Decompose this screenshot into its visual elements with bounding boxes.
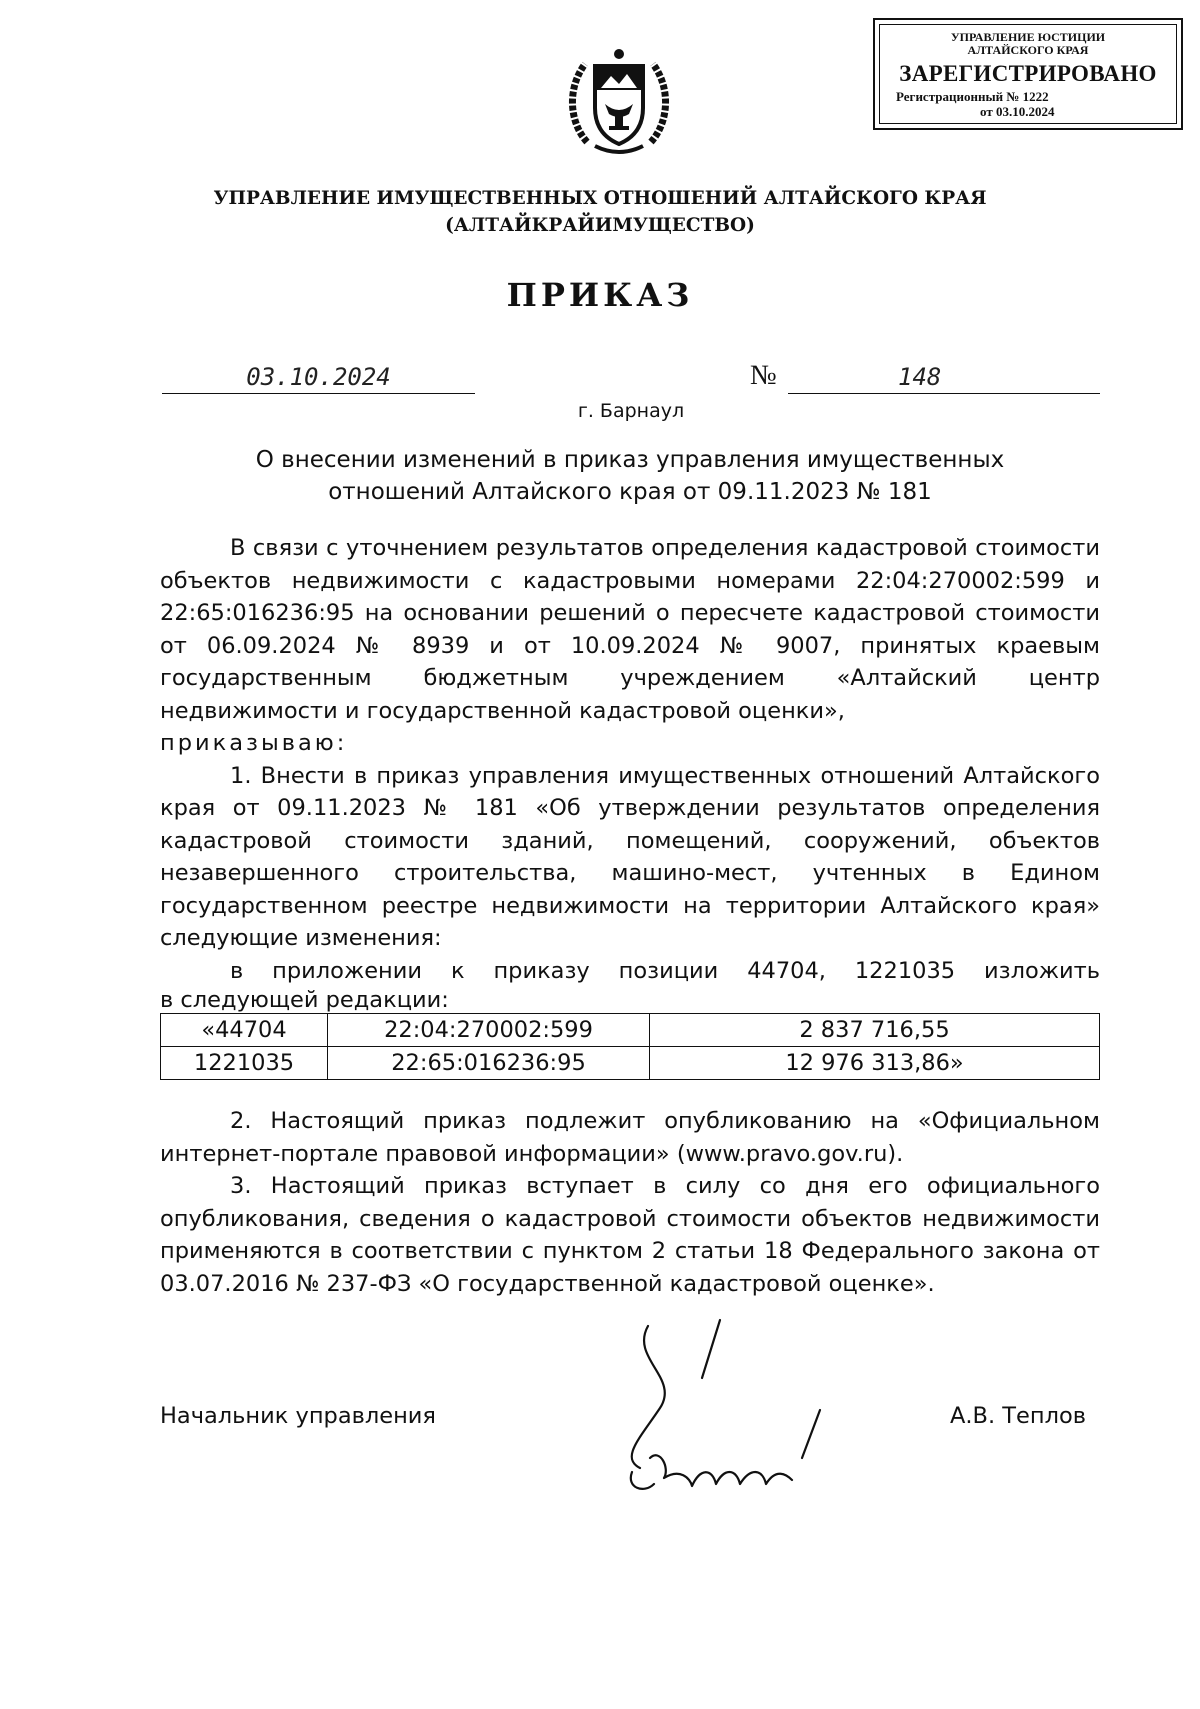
handwritten-signature-icon [620,1318,860,1518]
order-body-part1 [160,532,1100,1013]
table-cell-position: «44704 [161,1014,328,1047]
table-cell-cadastral-number: 22:04:270002:599 [328,1014,650,1047]
item1-paragraph: 1. Внести в приказ управления имущественных отношений Алтайского края от 09.11.2023 № 181 «Об утверждении результатов определения кадастровой стоимости зданий, помещений, сооружений, объектов незавершенного строительства, машино-мест, учтенных в Едином государственном реестре недвижимости на территории Алтайского края» следующие изменения: [160,762,1100,951]
signatory-name: А.В. Теплов [950,1403,1086,1429]
order-subject [160,444,1100,508]
subject-line1: О внесении изменений в приказ управления имущественных [255,447,1005,473]
order-number-field [788,363,1100,394]
item1-sub-line1: в приложении к приказу позиции 44704, 1221035 изложить [230,957,1100,984]
stamp-reg-date: от 03.10.2024 [980,104,1055,119]
table-cell-value: 12 976 313,86» [650,1047,1100,1080]
stamp-registration [880,89,1176,119]
table-row [161,1047,1100,1080]
subject-line2: отношений Алтайского края от 09.11.2023 № 181 [328,479,932,505]
order-date-handwritten: 03.10.2024 [246,363,391,391]
preamble-paragraph: В связи с уточнением результатов определения кадастровой стоимости объектов недвижимости с кадастровыми номерами 22:04:270002:599 и 22:65:016236:95 на основании решений о пересчете кадастровой стоимости от 06.09.2024 № 8939 и от 10.09.2024 № 9007, принятых краевым государственным бюджетным учреждением «Алтайский центр недвижимости и государственной кадастровой оценки», [160,535,1100,724]
cadastral-value-table [160,1013,1100,1080]
item1-sub-line2: в следующей редакции: [160,987,449,1013]
organization-short-name: (АЛТАЙКРАЙИМУЩЕСТВО) [445,215,755,236]
stamp-org [880,31,1176,57]
order-word: приказываю: [160,730,348,756]
item2-paragraph: 2. Настоящий приказ подлежит опубликованию на «Официальном интернет-портале правовой информации» (www.pravo.gov.ru). [160,1108,1100,1167]
order-body-part2 [160,1105,1100,1300]
table-cell-cadastral-number: 22:65:016236:95 [328,1047,650,1080]
table-row [161,1014,1100,1047]
organization-name: УПРАВЛЕНИЕ ИМУЩЕСТВЕННЫХ ОТНОШЕНИЙ АЛТАЙСКОГО КРАЯ [213,188,987,209]
order-number-sign: № [750,360,777,391]
table-cell-value: 2 837 716,55 [650,1014,1100,1047]
document-type-title: ПРИКАЗ [506,276,694,314]
city: г. Барнаул [577,400,685,422]
stamp-inner-frame [879,24,1177,124]
stamp-org-line2: АЛТАЙСКОГО КРАЯ [967,43,1089,57]
item3-paragraph: 3. Настоящий приказ вступает в силу со дня его официального опубликования, сведения о кадастровой стоимости объектов недвижимости применяются в соответствии с пунктом 2 статьи 18 Федерального закона от 03.07.2016 № 237-ФЗ «О государственной кадастровой оценке». [160,1173,1100,1297]
registration-stamp [873,18,1183,130]
stamp-status: ЗАРЕГИСТРИРОВАНО [899,61,1157,86]
order-date-field [162,363,475,394]
altai-krai-coat-of-arms-icon [565,42,673,160]
order-number-handwritten: 148 [898,363,942,391]
stamp-org-line1: УПРАВЛЕНИЕ ЮСТИЦИИ [950,30,1106,44]
signatory-position: Начальник управления [160,1403,436,1429]
stamp-reg-number: Регистрационный № 1222 [896,89,1049,104]
table-cell-position: 1221035 [161,1047,328,1080]
